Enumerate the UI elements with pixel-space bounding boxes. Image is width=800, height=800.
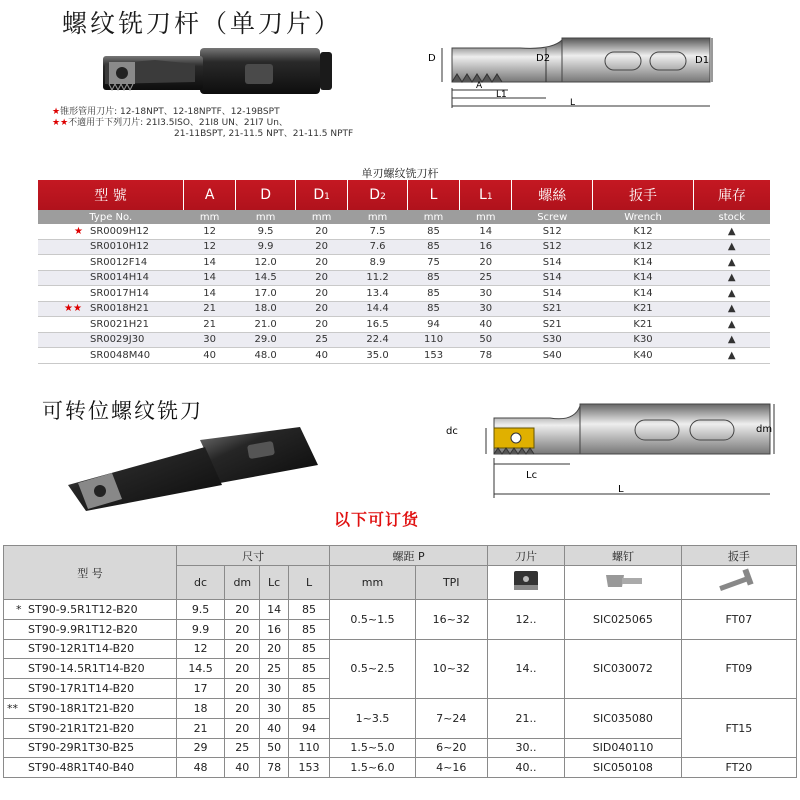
type-cell: SR0029J30 xyxy=(38,332,184,348)
unit-L1: mm xyxy=(460,210,512,224)
cell-screw: S14 xyxy=(512,286,593,302)
cell-l: 85 xyxy=(407,224,459,239)
cell-Lc: 25 xyxy=(260,659,288,679)
cell-screw: SIC050108 xyxy=(565,758,682,778)
cell-screw: S21 xyxy=(512,317,593,333)
unit-L: mm xyxy=(407,210,459,224)
cell-d2: 14.4 xyxy=(348,301,408,317)
unit-D2: mm xyxy=(348,210,408,224)
cell-d2: 7.6 xyxy=(348,239,408,255)
t2-header-insert: 刀片 xyxy=(487,546,564,566)
cell-L: 153 xyxy=(288,758,330,778)
t2-header-screw: 螺钉 xyxy=(565,546,682,566)
dim-label-D1: D1 xyxy=(695,55,710,66)
type-cell: ST90-17R1T14-B20 xyxy=(4,679,177,699)
type-cell: ** ST90-18R1T21-B20 xyxy=(4,698,177,718)
note-line-2: ★★不適用于下列刀片: 21I3.5ISO、21I8 UN、21I7 Un、 xyxy=(52,118,288,128)
header-stock: 庫存 xyxy=(694,180,770,210)
unit-D1: mm xyxy=(295,210,347,224)
cell-insert: 40.. xyxy=(487,758,564,778)
cell-wrench: K12 xyxy=(593,239,694,255)
cell-a: 30 xyxy=(184,332,236,348)
cell-dm: 20 xyxy=(225,718,260,738)
wrench-image xyxy=(681,566,796,600)
unit-D: mm xyxy=(236,210,296,224)
cell-wrench: FT07 xyxy=(681,600,796,640)
indexable-mill-dimension-diagram xyxy=(440,398,780,503)
cell-wrench: K14 xyxy=(593,270,694,286)
cell-l1: 20 xyxy=(460,255,512,271)
dim-label-L: L xyxy=(570,98,576,108)
t2-sub-mm: mm xyxy=(330,566,415,600)
cell-d1: 20 xyxy=(295,224,347,239)
type-cell: SR0021H21 xyxy=(38,317,184,333)
cell-a: 12 xyxy=(184,224,236,239)
star-icon: ★ xyxy=(74,225,83,237)
cell-l: 94 xyxy=(407,317,459,333)
cell-d: 9.5 xyxy=(236,224,296,239)
table-row xyxy=(4,758,797,778)
header-L: L xyxy=(407,180,459,210)
cell-d1: 20 xyxy=(295,286,347,302)
cell-wrench: K14 xyxy=(593,255,694,271)
dim-label-dc: dc xyxy=(446,426,458,437)
cell-Lc: 16 xyxy=(260,619,288,639)
cell-d2: 7.5 xyxy=(348,224,408,239)
t2-header-pitch: 螺距 P xyxy=(330,546,488,566)
cell-screw: S40 xyxy=(512,348,593,364)
cell-wrench: FT09 xyxy=(681,639,796,698)
cell-d2: 22.4 xyxy=(348,332,408,348)
t2-sub-L: L xyxy=(288,566,330,600)
cell-d: 18.0 xyxy=(236,301,296,317)
holder-spec-table xyxy=(38,180,770,364)
cell-d1: 20 xyxy=(295,270,347,286)
cell-l1: 16 xyxy=(460,239,512,255)
t2-sub-Lc: Lc xyxy=(260,566,288,600)
cell-d: 29.0 xyxy=(236,332,296,348)
cell-l1: 30 xyxy=(460,286,512,302)
header-L1: L1 xyxy=(460,180,512,210)
cell-stock: ▲ xyxy=(694,286,770,302)
cell-pitch-mm: 1~3.5 xyxy=(330,698,415,738)
cell-insert: 12.. xyxy=(487,600,564,640)
cell-screw: S12 xyxy=(512,224,593,239)
cell-d: 48.0 xyxy=(236,348,296,364)
cell-d2: 16.5 xyxy=(348,317,408,333)
type-cell: SR0012F14 xyxy=(38,255,184,271)
cell-dm: 25 xyxy=(225,738,260,758)
unit-A: mm xyxy=(184,210,236,224)
screw-image xyxy=(565,566,682,600)
cell-Lc: 30 xyxy=(260,679,288,699)
cell-dc: 21 xyxy=(177,718,225,738)
cell-l: 85 xyxy=(407,286,459,302)
table2-header-row-1 xyxy=(4,546,797,566)
cell-a: 14 xyxy=(184,255,236,271)
cell-dc: 48 xyxy=(177,758,225,778)
t2-header-size: 尺寸 xyxy=(177,546,330,566)
cell-d: 14.5 xyxy=(236,270,296,286)
table-row xyxy=(38,348,770,364)
cell-stock: ▲ xyxy=(694,317,770,333)
cell-d2: 35.0 xyxy=(348,348,408,364)
cell-l: 110 xyxy=(407,332,459,348)
cell-dc: 17 xyxy=(177,679,225,699)
cell-wrench: K14 xyxy=(593,286,694,302)
section-title: 可转位螺纹铣刀 xyxy=(42,399,203,423)
table1-body xyxy=(38,224,770,363)
table-row xyxy=(4,738,797,758)
cell-insert: 14.. xyxy=(487,639,564,698)
dim-label-D2: D2 xyxy=(536,53,551,64)
cell-pitch-mm: 0.5~2.5 xyxy=(330,639,415,698)
table-row xyxy=(38,301,770,317)
tool-holder-photo xyxy=(95,38,335,104)
cell-screw: S12 xyxy=(512,239,593,255)
cell-screw: S14 xyxy=(512,270,593,286)
t2-sub-dm: dm xyxy=(225,566,260,600)
type-cell: ST90-12R1T14-B20 xyxy=(4,639,177,659)
type-cell: ST90-9.9R1T12-B20 xyxy=(4,619,177,639)
indexable-mill-photo xyxy=(50,425,330,513)
cell-pitch-tpi: 7~24 xyxy=(415,698,487,738)
header-screw: 螺絲 xyxy=(512,180,593,210)
insert-image xyxy=(487,566,564,600)
cell-insert: 30.. xyxy=(487,738,564,758)
star-icon: ★★ xyxy=(64,303,82,315)
table-row xyxy=(4,600,797,620)
cell-dc: 12 xyxy=(177,639,225,659)
header-wrench: 扳手 xyxy=(593,180,694,210)
type-cell: SR0017H14 xyxy=(38,286,184,302)
header-type: 型 號 xyxy=(38,180,184,210)
cell-dc: 9.9 xyxy=(177,619,225,639)
cell-a: 14 xyxy=(184,270,236,286)
t2-sub-tpi: TPI xyxy=(415,566,487,600)
cell-l1: 78 xyxy=(460,348,512,364)
cell-pitch-mm: 0.5~1.5 xyxy=(330,600,415,640)
cell-wrench: FT15 xyxy=(681,698,796,757)
cell-Lc: 78 xyxy=(260,758,288,778)
t2-header-wrench: 扳手 xyxy=(681,546,796,566)
cell-dc: 9.5 xyxy=(177,600,225,620)
table-row xyxy=(38,317,770,333)
table-row xyxy=(4,698,797,718)
dim-label-L1: L1 xyxy=(496,90,507,100)
cell-d1: 25 xyxy=(295,332,347,348)
table1-units-row xyxy=(38,210,770,224)
cell-d1: 20 xyxy=(295,317,347,333)
cell-L: 85 xyxy=(288,659,330,679)
cell-pitch-mm: 1.5~5.0 xyxy=(330,738,415,758)
page-title: 螺纹铣刀杆（单刀片） xyxy=(62,9,343,38)
type-cell: ST90-48R1T40-B40 xyxy=(4,758,177,778)
cell-a: 21 xyxy=(184,301,236,317)
cell-Lc: 20 xyxy=(260,639,288,659)
cell-d1: 20 xyxy=(295,255,347,271)
cell-screw: SIC025065 xyxy=(565,600,682,640)
cell-L: 85 xyxy=(288,639,330,659)
cell-a: 40 xyxy=(184,348,236,364)
note-line-3: 21-11BSPT, 21-11.5 NPT、21-11.5 NPTF xyxy=(174,129,354,139)
cell-dm: 20 xyxy=(225,698,260,718)
cell-l1: 30 xyxy=(460,301,512,317)
cell-Lc: 50 xyxy=(260,738,288,758)
header-D: D xyxy=(236,180,296,210)
cell-wrench: K21 xyxy=(593,317,694,333)
cell-stock: ▲ xyxy=(694,348,770,364)
table1-header-row xyxy=(38,180,770,210)
table-row xyxy=(38,270,770,286)
table-row xyxy=(38,286,770,302)
cell-screw: S14 xyxy=(512,255,593,271)
t2-header-type: 型 号 xyxy=(4,546,177,600)
notes xyxy=(52,107,353,140)
type-cell: ★ SR0009H12 xyxy=(38,224,184,239)
type-cell: * ST90-9.5R1T12-B20 xyxy=(4,600,177,620)
cell-l: 85 xyxy=(407,301,459,317)
tool-holder-dimension-diagram xyxy=(420,28,720,110)
cell-dc: 29 xyxy=(177,738,225,758)
type-cell: ST90-29R1T30-B25 xyxy=(4,738,177,758)
cell-l: 153 xyxy=(407,348,459,364)
cell-a: 12 xyxy=(184,239,236,255)
cell-stock: ▲ xyxy=(694,301,770,317)
table-row xyxy=(38,239,770,255)
dim-label-D: D xyxy=(428,53,436,64)
cell-L: 85 xyxy=(288,600,330,620)
cell-pitch-tpi: 16~32 xyxy=(415,600,487,640)
cell-l1: 50 xyxy=(460,332,512,348)
cell-wrench: FT20 xyxy=(681,758,796,778)
cell-screw: SIC035080 xyxy=(565,698,682,738)
cell-l: 85 xyxy=(407,239,459,255)
type-cell: SR0010H12 xyxy=(38,239,184,255)
cell-d: 17.0 xyxy=(236,286,296,302)
cell-d2: 11.2 xyxy=(348,270,408,286)
cell-wrench: K40 xyxy=(593,348,694,364)
dim-label-A: A xyxy=(476,81,483,91)
type-cell: SR0048M40 xyxy=(38,348,184,364)
t2-sub-dc: dc xyxy=(177,566,225,600)
table-row xyxy=(4,639,797,659)
unit-stock: stock xyxy=(694,210,770,224)
cell-wrench: K30 xyxy=(593,332,694,348)
cell-d1: 40 xyxy=(295,348,347,364)
cell-dc: 14.5 xyxy=(177,659,225,679)
type-cell: ST90-21R1T21-B20 xyxy=(4,718,177,738)
cell-screw: SIC030072 xyxy=(565,639,682,698)
header-D1: D1 xyxy=(295,180,347,210)
table-row xyxy=(38,332,770,348)
cell-wrench: K21 xyxy=(593,301,694,317)
cell-l1: 40 xyxy=(460,317,512,333)
type-cell: SR0014H14 xyxy=(38,270,184,286)
cell-a: 14 xyxy=(184,286,236,302)
cell-L: 85 xyxy=(288,679,330,699)
table1-caption: 单刃螺纹铣刀杆 xyxy=(361,167,439,180)
cell-l1: 25 xyxy=(460,270,512,286)
cell-dm: 20 xyxy=(225,679,260,699)
dim-label-Lc: Lc xyxy=(526,470,538,481)
cell-dm: 20 xyxy=(225,639,260,659)
cell-Lc: 40 xyxy=(260,718,288,738)
header-D2: D2 xyxy=(348,180,408,210)
cell-l: 85 xyxy=(407,270,459,286)
cell-d: 9.9 xyxy=(236,239,296,255)
indexable-mill-table xyxy=(3,545,797,778)
cell-pitch-mm: 1.5~6.0 xyxy=(330,758,415,778)
cell-dm: 20 xyxy=(225,659,260,679)
unit-wrench: Wrench xyxy=(593,210,694,224)
cell-L: 85 xyxy=(288,619,330,639)
cell-pitch-tpi: 10~32 xyxy=(415,639,487,698)
cell-d: 12.0 xyxy=(236,255,296,271)
cell-l: 75 xyxy=(407,255,459,271)
cell-dm: 20 xyxy=(225,600,260,620)
order-note: 以下可订货 xyxy=(334,510,420,529)
note-line-1: ★锥形管用刀片: 12-18NPT、12-18NPTF、12-19BSPT xyxy=(52,107,280,117)
cell-pitch-tpi: 4~16 xyxy=(415,758,487,778)
cell-l1: 14 xyxy=(460,224,512,239)
type-cell: ST90-14.5R1T14-B20 xyxy=(4,659,177,679)
cell-screw: S30 xyxy=(512,332,593,348)
cell-dm: 40 xyxy=(225,758,260,778)
cell-L: 85 xyxy=(288,698,330,718)
cell-d1: 20 xyxy=(295,301,347,317)
cell-d: 21.0 xyxy=(236,317,296,333)
cell-dc: 18 xyxy=(177,698,225,718)
cell-d2: 13.4 xyxy=(348,286,408,302)
dim-label-L2: L xyxy=(618,484,624,495)
cell-insert: 21.. xyxy=(487,698,564,738)
type-cell: ★★ SR0018H21 xyxy=(38,301,184,317)
cell-screw: SID040110 xyxy=(565,738,682,758)
cell-L: 94 xyxy=(288,718,330,738)
unit-type: Type No. xyxy=(38,210,184,224)
cell-stock: ▲ xyxy=(694,255,770,271)
table-row xyxy=(38,224,770,239)
cell-wrench: K12 xyxy=(593,224,694,239)
cell-L: 110 xyxy=(288,738,330,758)
cell-stock: ▲ xyxy=(694,332,770,348)
cell-d1: 20 xyxy=(295,239,347,255)
header-A: A xyxy=(184,180,236,210)
dim-label-dm: dm xyxy=(756,424,773,435)
cell-stock: ▲ xyxy=(694,270,770,286)
cell-a: 21 xyxy=(184,317,236,333)
cell-stock: ▲ xyxy=(694,224,770,239)
cell-Lc: 30 xyxy=(260,698,288,718)
cell-stock: ▲ xyxy=(694,239,770,255)
cell-screw: S21 xyxy=(512,301,593,317)
cell-d2: 8.9 xyxy=(348,255,408,271)
table-row xyxy=(38,255,770,271)
unit-screw: Screw xyxy=(512,210,593,224)
cell-pitch-tpi: 6~20 xyxy=(415,738,487,758)
cell-dm: 20 xyxy=(225,619,260,639)
cell-Lc: 14 xyxy=(260,600,288,620)
